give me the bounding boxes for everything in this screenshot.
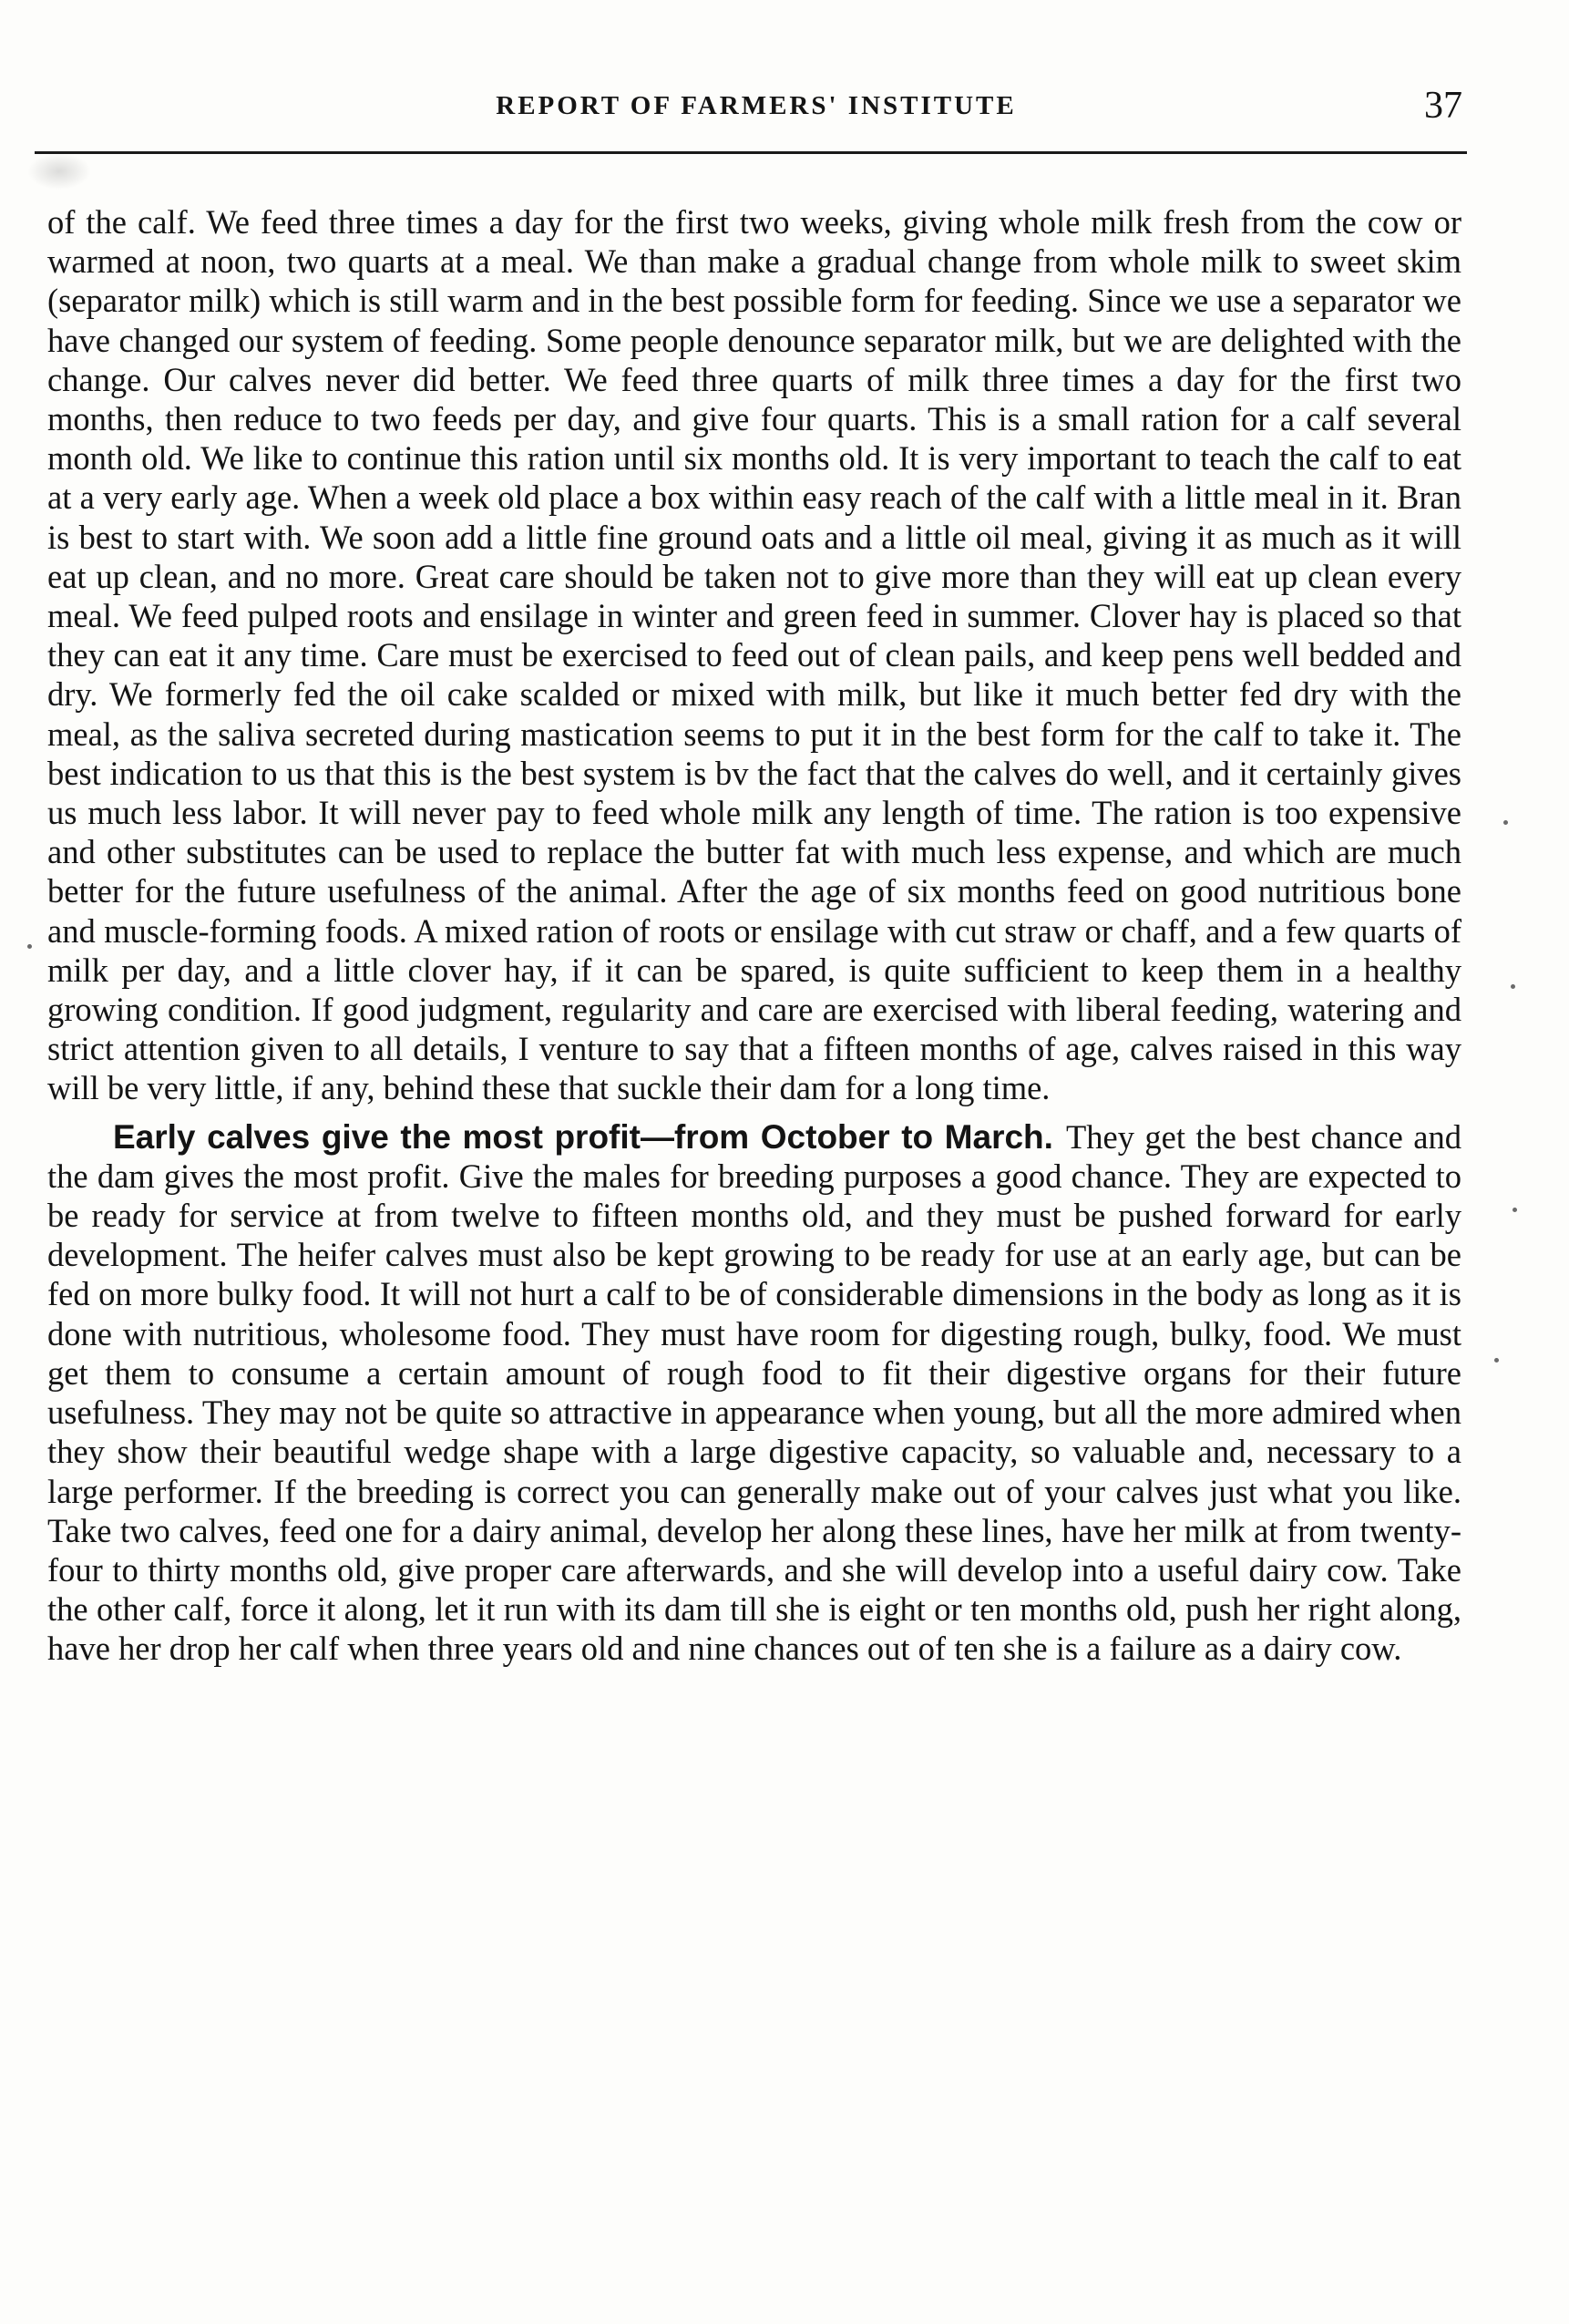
page-header bbox=[50, 84, 1462, 129]
page-number: 37 bbox=[1424, 85, 1462, 127]
scan-speck bbox=[1511, 984, 1515, 989]
scan-smudge bbox=[27, 153, 91, 190]
paragraph-calf-feeding bbox=[47, 202, 1461, 1108]
section-heading: Early calves give the most profit—from October to March. bbox=[113, 1117, 1053, 1156]
paragraph-text: They get the best chance and the dam gives the most profit. Give the males for breeding purposes a good chance. They are expected to be ready for service at from twelve to fifteen months old, and they must be pushed forward for early development. The heifer calves must also be kept growing to be ready for use at an early age, but can be fed on more bulky food. It will not hurt a calf to be of considerable dimensions in the body as long as it is done with nutritious, wholesome food. They must have room for digesting rough, bulky, food. We must get them to consume a certain amount of rough food to fit their digestive organs for their future usefulness. They may not be quite so attractive in appearance when young, but all the more admired when they show their beautiful wedge shape with a large digestive capacity, so valuable and, necessary to a large performer. If the breeding is correct you can generally make out of your calves just what you like. Take two calves, feed one for a dairy animal, develop her along these lines, have her milk at from twenty-four to thirty months old, give proper care afterwards, and she will develop into a useful dairy cow. Take the other calf, force it along, let it run with its dam till she is eight or ten months old, push her right along, have her drop her calf when three years old and nine chances out of ten she is a failure as a dairy cow. bbox=[47, 1117, 1461, 1668]
running-head: REPORT OF FARMERS' INSTITUTE bbox=[496, 91, 1017, 120]
paragraph-text: of the calf. We feed three times a day for the first two weeks, giving whole milk fresh from the cow or warmed at noon, two quarts at a meal. We than make a gradual change from whole milk to sweet skim (separator milk) which is still warm and in the best possible form for feeding. Since we use a separator we have changed our system of feeding. Some people denounce separator milk, but we are delighted with the change. Our calves never did better. We feed three quarts of milk three times a day for the first two months, then reduce to two feeds per day, and give four quarts. This is a small ration for a calf several month old. We like to continue this ration until six months old. It is very important to teach the calf to eat at a very early age. When a week old place a box within easy reach of the calf with a little meal in it. Bran is best to start with. We soon add a little fine ground oats and a little oil meal, giving it as much as it will eat up clean, and no more. Great care should be taken not to give more than they will eat up clean every meal. We feed pulped roots and ensilage in winter and green feed in summer. Clover hay is placed so that they can eat it any time. Care must be exercised to feed out of clean pails, and keep pens well bedded and dry. We formerly fed the oil cake scalded or mixed with milk, but like it much better fed dry with the meal, as the saliva secreted during mastication seems to put it in the best form for the calf to take it. The best indication to us that this is the best system is bv the fact that the calves do well, and it certainly gives us much less labor. It will never pay to feed whole milk any length of time. The ration is too expensive and other substitutes can be used to replace the butter fat with much less expense, and which are much better for the future usefulness of the animal. After the age of six months feed on good nutritious bone and muscle-forming foods. A mixed ration of roots or ensilage with cut straw or chaff, and a few quarts of milk per day, and a little clover hay, if it can be spared, is quite sufficient to keep them in a healthy growing condition. If good judgment, regularity and care are exercised with liberal feeding, watering and strict attention given to all details, I venture to say that a fifteen months of age, calves raised in this way will be very little, if any, behind these that suckle their dam for a long time. bbox=[47, 203, 1461, 1107]
header-rule bbox=[35, 151, 1467, 154]
paragraph-early-calves bbox=[47, 1117, 1461, 1669]
scan-speck bbox=[27, 944, 32, 949]
scan-speck bbox=[1503, 820, 1508, 825]
body-text bbox=[47, 202, 1461, 1669]
scan-speck bbox=[1513, 1208, 1517, 1212]
scan-speck bbox=[1494, 1358, 1499, 1363]
